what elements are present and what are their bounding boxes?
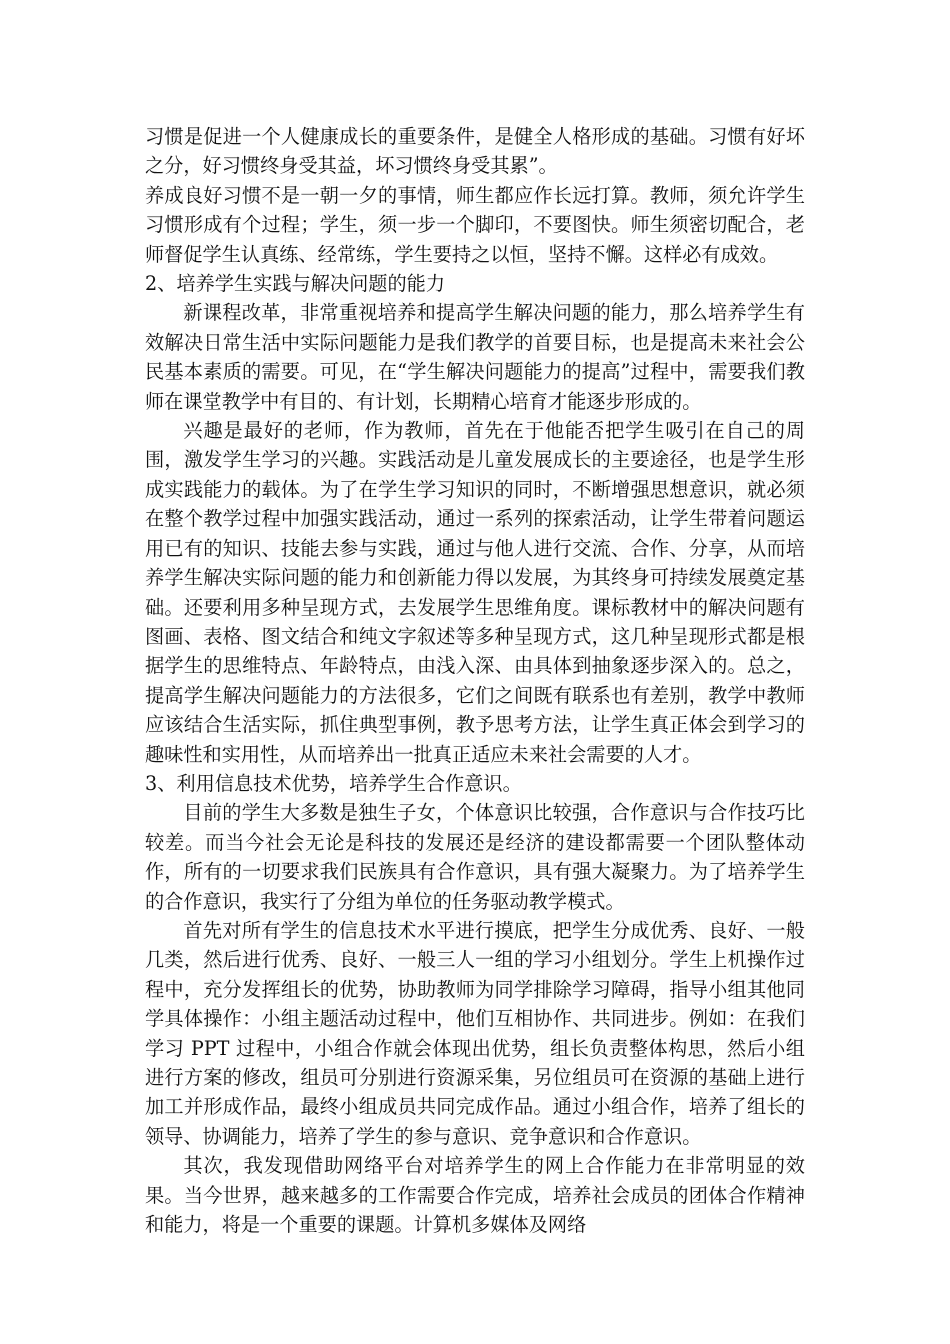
paragraph-habit-importance: 习惯是促进一个人健康成长的重要条件，是健全人格形成的基础。习惯有好坏之分，好习惯终身受其益，坏习惯终身受其累”。 — [145, 125, 805, 178]
paragraph-group-learning: 首先对所有学生的信息技术水平进行摸底，把学生分成优秀、良好、一般几类，然后进行优秀、良好、一般三人一组的学习小组划分。学生上机操作过程中，充分发挥组长的优势，协助教师为同学排除学习障碍，指导小组其他同学具体操作：小组主题活动过程中，他们互相协作、共同进步。例如：在我们学习 PPT 过程中，小组合作就会体现出优势，组长负责整体构思，然后小组进行方案的修改，组员可分别进行资源采集，另位组员可在资源的基础上进行加工并形成作品，最终小组成员共同完成作品。通过小组合作，培养了组长的领导、协调能力，培养了学生的参与意识、竞争意识和合作意识。 — [145, 918, 805, 1148]
paragraph-curriculum-reform: 新课程改革，非常重视培养和提高学生解决问题的能力，那么培养学生有效解决日常生活中实际问题能力是我们教学的首要目标，也是提高未来社会公民基本素质的需要。可见，在“学生解决问题能力的提高”过程中，需要我们教师在课堂教学中有目的、有计划，长期精心培育才能逐步形成的。 — [145, 301, 805, 413]
section-heading-2: 2、培养学生实践与解决问题的能力 — [145, 272, 446, 296]
document-body — [145, 122, 805, 1239]
paragraph-habit-formation: 养成良好习惯不是一朝一夕的事情，师生都应作长远打算。教师，须允许学生习惯形成有个过程；学生，须一步一个脚印，不要图快。师生须密切配合，老师督促学生认真练、经常练，学生要持之以恒，坚持不懈。这样必有成效。 — [145, 183, 805, 266]
paragraph-network-platform: 其次，我发现借助网络平台对培养学生的网上合作能力在非常明显的效果。当今世界，越来越多的工作需要合作完成，培养社会成员的团体合作精神和能力，将是一个重要的课题。计算机多媒体及网络 — [145, 1154, 805, 1237]
section-heading-3: 3、利用信息技术优势，培养学生合作意识。 — [145, 771, 522, 795]
paragraph-interest-practice: 兴趣是最好的老师，作为教师，首先在于他能否把学生吸引在自己的周围，激发学生学习的兴趣。实践活动是儿童发展成长的主要途径，也是学生形成实践能力的载体。为了在学生学习知识的同时，不断增强思想意识，就必须在整个教学过程中加强实践活动，通过一系列的探索活动，让学生带着问题运用已有的知识、技能去参与实践，通过与他人进行交流、合作、分享，从而培养学生解决实际问题的能力和创新能力得以发展，为其终身可持续发展奠定基础。还要利用多种呈现方式，去发展学生思维角度。课标教材中的解决问题有图画、表格、图文结合和纯文字叙述等多种呈现方式，这几种呈现形式都是根据学生的思维特点、年龄特点，由浅入深、由具体到抽象逐步深入的。总之，提高学生解决问题能力的方法很多，它们之间既有联系也有差别，教学中教师应该结合生活实际，抓住典型事例，教予思考方法，让学生真正体会到学习的趣味性和实用性，从而培养出一批真正适应未来社会需要的人才。 — [145, 419, 805, 766]
paragraph-cooperation-awareness: 目前的学生大多数是独生子女，个体意识比较强，合作意识与合作技巧比较差。而当今社会无论是科技的发展还是经济的建设都需要一个团队整体动作，所有的一切要求我们民族具有合作意识，具有强大凝聚力。为了培养学生的合作意识，我实行了分组为单位的任务驱动教学模式。 — [145, 801, 805, 913]
